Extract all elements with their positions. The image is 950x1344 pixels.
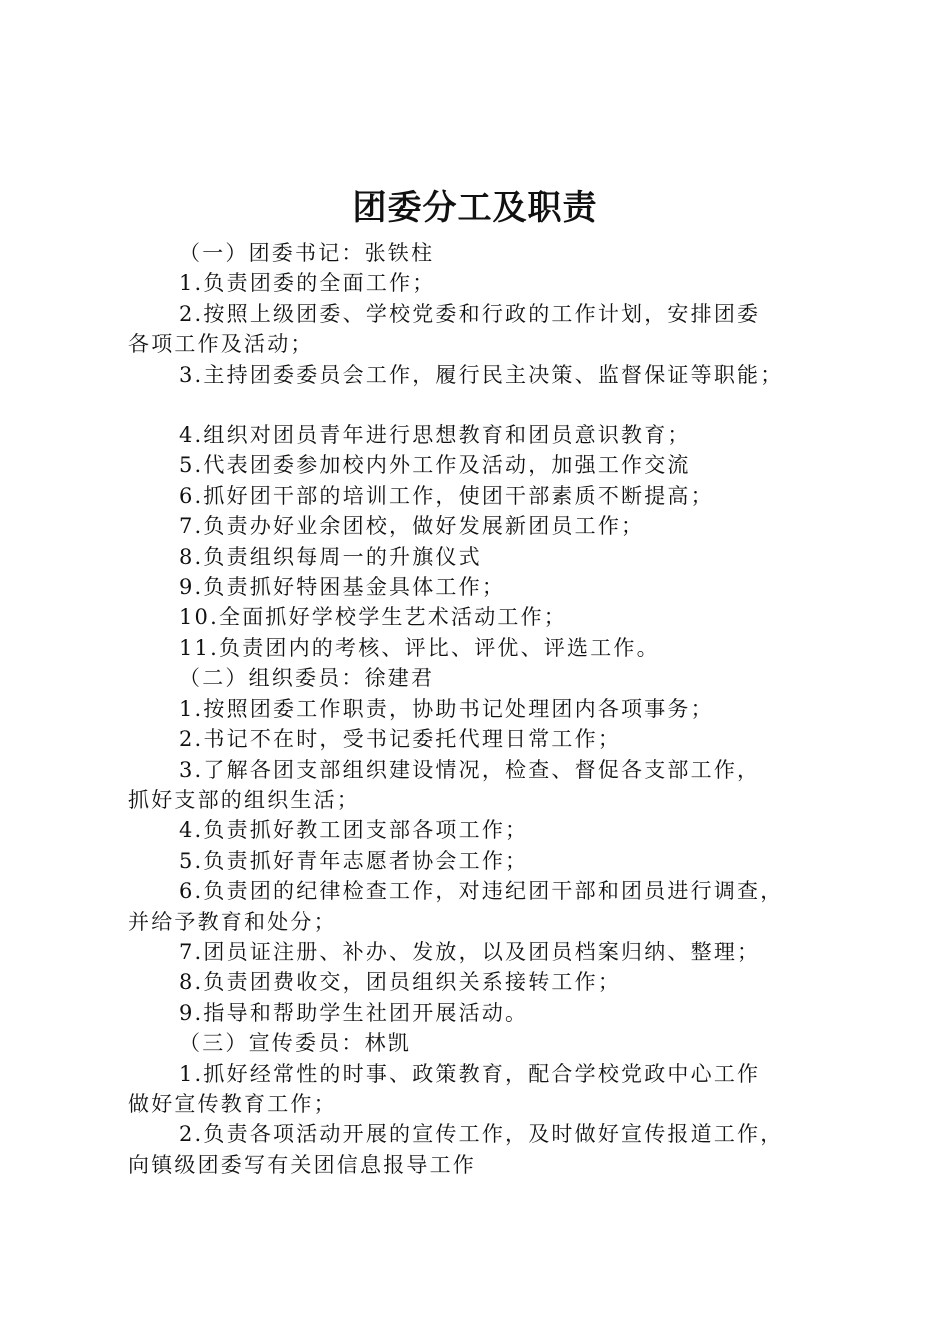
paragraph-line: 10.全面抓好学校学生艺术活动工作； — [179, 605, 567, 630]
paragraph-line: 5.代表团委参加校内外工作及活动，加强工作交流 — [179, 453, 691, 478]
paragraph-continuation: 抓好支部的组织生活； — [128, 787, 360, 812]
paragraph-continuation: 做好宣传教育工作； — [128, 1091, 337, 1116]
paragraph-line: 7.负责办好业余团校，做好发展新团员工作； — [179, 514, 645, 539]
paragraph-continuation: 向镇级团委写有关团信息报导工作 — [128, 1152, 476, 1177]
section-heading-secretary: （一）团委书记：张铁柱 — [179, 241, 435, 265]
paragraph-continuation: 各项工作及活动； — [128, 332, 314, 357]
paragraph-line: 6.负责团的纪律检查工作，对违纪团干部和团员进行调查， — [179, 879, 784, 904]
paragraph-line: 4.负责抓好教工团支部各项工作； — [179, 818, 529, 843]
paragraph-line: 8.负责组织每周一的升旗仪式 — [179, 544, 482, 569]
paragraph-line: 9.指导和帮助学生社团开展活动。 — [179, 1000, 529, 1025]
document-body — [128, 238, 844, 1180]
paragraph-line: 8.负责团费收交，团员组织关系接转工作； — [179, 970, 622, 995]
paragraph-line: 3.主持团委委员会工作，履行民主决策、监督保证等职能； — [179, 362, 784, 387]
paragraph-line: 1.按照团委工作职责，协助书记处理团内各项事务； — [179, 696, 714, 721]
blank-line — [128, 390, 844, 420]
paragraph-continuation: 并给予教育和处分； — [128, 909, 337, 934]
paragraph-line: 4.组织对团员青年进行思想教育和团员意识教育； — [179, 423, 691, 448]
paragraph-line: 9.负责抓好特困基金具体工作； — [179, 575, 506, 600]
paragraph-line: 11.负责团内的考核、评比、评优、评选工作。 — [179, 635, 660, 660]
paragraph-line: 3.了解各团支部组织建设情况，检查、督促各支部工作， — [179, 757, 761, 782]
section-heading-publicity: （三）宣传委员：林凯 — [179, 1031, 411, 1056]
paragraph-line: 7.团员证注册、补办、发放，以及团员档案归纳、整理； — [179, 939, 761, 964]
paragraph-line: 1.负责团委的全面工作； — [179, 271, 436, 296]
document-title: 团委分工及职责 — [352, 188, 598, 228]
paragraph-line: 6.抓好团干部的培训工作，使团干部素质不断提高； — [179, 483, 714, 508]
paragraph-line: 2.按照上级团委、学校党委和行政的工作计划，安排团委 — [179, 301, 761, 326]
section-heading-organization: （二）组织委员：徐建君 — [179, 666, 435, 691]
paragraph-line: 2.负责各项活动开展的宣传工作，及时做好宣传报道工作， — [179, 1122, 784, 1147]
paragraph-line: 2.书记不在时，受书记委托代理日常工作； — [179, 727, 622, 752]
paragraph-line: 1.抓好经常性的时事、政策教育，配合学校党政中心工作 — [179, 1061, 761, 1086]
paragraph-line: 5.负责抓好青年志愿者协会工作； — [179, 848, 529, 873]
